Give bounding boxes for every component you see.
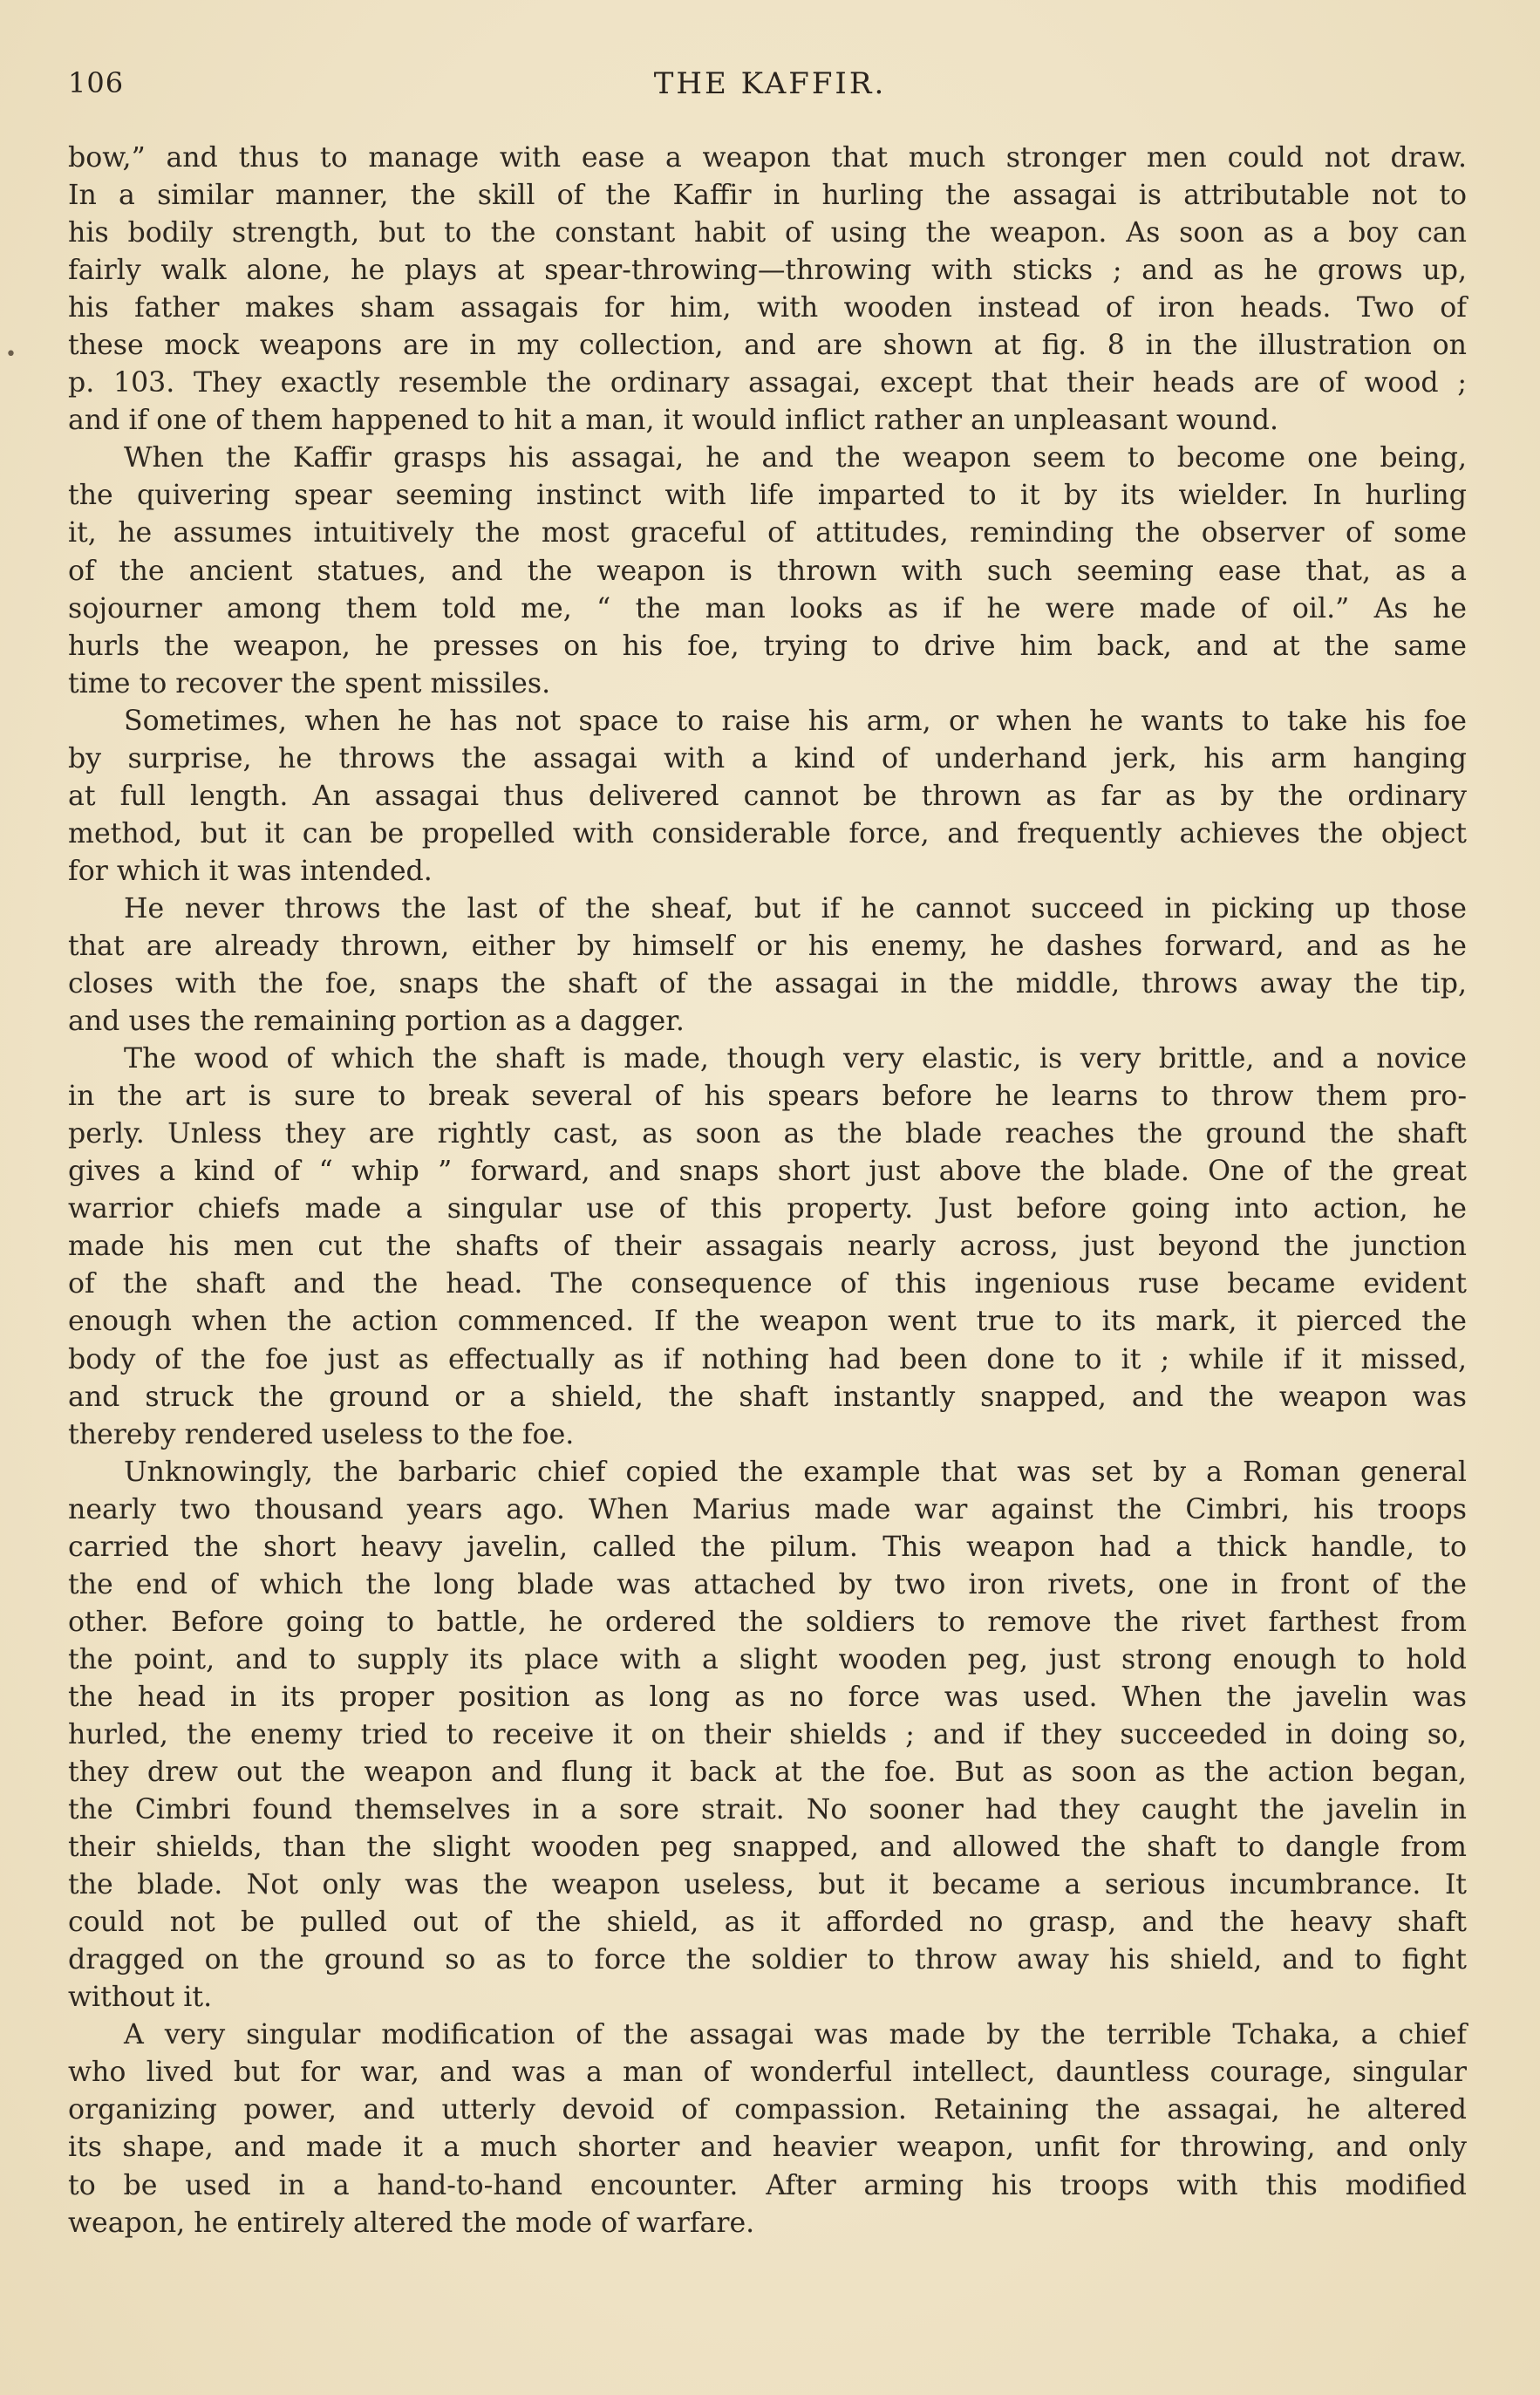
- text-line: He never throws the last of the sheaf, but if he cannot succeed in picking up those: [124, 892, 1467, 925]
- paragraph-3: [68, 703, 1467, 890]
- text-line: in the art is sure to break several of his spears before he learns to throw them pro-: [68, 1081, 1467, 1113]
- text-line: hurls the weapon, he presses on his foe, trying to drive him back, and at the same: [68, 630, 1467, 662]
- margin-mark: •: [5, 344, 17, 365]
- text-line: thereby rendered useless to the foe.: [68, 1418, 575, 1450]
- text-line: to be used in a hand-to-hand encounter. After arming his troops with this modified: [68, 2169, 1467, 2201]
- text-line: it, he assumes intuitively the most graceful of attitudes, reminding the observer of some: [68, 517, 1467, 549]
- text-line: warrior chiefs made a singular use of this property. Just before going into action, he: [68, 1193, 1467, 1225]
- text-line: Unknowingly, the barbaric chief copied the example that was set by a Roman general: [124, 1456, 1467, 1488]
- text-line: made his men cut the shafts of their assagais nearly across, just beyond the junction: [68, 1231, 1467, 1263]
- text-line: and struck the ground or a shield, the shaft instantly snapped, and the weapon was: [68, 1381, 1467, 1413]
- text-line: could not be pulled out of the shield, as it afforded no grasp, and the heavy shaft: [68, 1907, 1467, 1939]
- text-line: carried the short heavy javelin, called the pilum. This weapon had a thick handle, to: [68, 1531, 1467, 1563]
- text-line: and if one of them happened to hit a man, it would inflict rather an unpleasant wound.: [68, 405, 1279, 437]
- paragraph-4: [68, 890, 1467, 1041]
- text-line: the head in its proper position as long as no force was used. When the javelin was: [68, 1681, 1467, 1713]
- text-line: for which it was intended.: [68, 855, 433, 887]
- text-line: gives a kind of “ whip ” forward, and snaps short just above the blade. One of the great: [68, 1156, 1467, 1188]
- text-line: closes with the foe, snaps the shaft of the assagai in the middle, throws away the tip,: [68, 968, 1467, 1000]
- paragraph-6: [68, 1454, 1467, 2017]
- text-line: the point, and to supply its place with a slight wooden peg, just strong enough to hold: [68, 1643, 1467, 1675]
- paragraph-1: [68, 140, 1467, 440]
- text-line: A very singular modification of the assagai was made by the terrible Tchaka, a chief: [124, 2019, 1467, 2051]
- text-line: body of the foe just as effectually as if nothing had been done to it ; while if it missed,: [68, 1343, 1467, 1375]
- text-line: In a similar manner, the skill of the Kaffir in hurling the assagai is attributable not to: [68, 180, 1467, 212]
- paragraph-5: [68, 1041, 1467, 1454]
- text-line: fairly walk alone, he plays at spear-throwing—throwing with sticks ; and as he grows up,: [68, 255, 1467, 287]
- text-line: the end of which the long blade was attached by two iron rivets, one in front of the: [68, 1568, 1467, 1600]
- text-line: hurled, the enemy tried to receive it on their shields ; and if they succeeded in doing so,: [68, 1718, 1467, 1750]
- page-number: 106: [68, 66, 125, 99]
- text-line: at full length. An assagai thus delivered cannot be thrown as far as by the ordinary: [68, 780, 1467, 812]
- text-line: p. 103. They exactly resemble the ordinary assagai, except that their heads are of wood ;: [68, 367, 1467, 399]
- text-line: without it.: [68, 1982, 213, 2014]
- text-line: its shape, and made it a much shorter and heavier weapon, unfit for throwing, and only: [68, 2132, 1467, 2164]
- text-line: they drew out the weapon and flung it back at the foe. But as soon as the action began,: [68, 1757, 1467, 1789]
- text-line: bow,” and thus to manage with ease a weapon that much stronger men could not draw.: [68, 142, 1467, 174]
- text-line: perly. Unless they are rightly cast, as soon as the blade reaches the ground the shaft: [68, 1118, 1467, 1150]
- text-line: and uses the remaining portion as a dagger.: [68, 1006, 685, 1038]
- text-line: these mock weapons are in my collection, and are shown at fig. 8 in the illustration on: [68, 330, 1467, 362]
- text-line: dragged on the ground so as to force the soldier to throw away his shield, and to fight: [68, 1944, 1467, 1976]
- text-line: organizing power, and utterly devoid of compassion. Retaining the assagai, he altered: [68, 2094, 1467, 2126]
- text-line: other. Before going to battle, he ordered the soldiers to remove the rivet farthest from: [68, 1606, 1467, 1638]
- page-header: [68, 66, 1472, 110]
- text-line: time to recover the spent missiles.: [68, 667, 551, 699]
- text-line: who lived but for war, and was a man of wonderful intellect, dauntless courage, singular: [68, 2057, 1467, 2089]
- text-line: weapon, he entirely altered the mode of warfare.: [68, 2207, 755, 2239]
- text-line: When the Kaffir grasps his assagai, he and the weapon seem to become one being,: [124, 442, 1467, 474]
- paragraph-2: [68, 440, 1467, 702]
- paragraph-7: [68, 2016, 1467, 2241]
- text-line: the Cimbri found themselves in a sore strait. No sooner had they caught the javelin in: [68, 1794, 1467, 1826]
- text-line: that are already thrown, either by himself or his enemy, he dashes forward, and as he: [68, 930, 1467, 962]
- text-line: their shields, than the slight wooden peg snapped, and allowed the shaft to dangle from: [68, 1832, 1467, 1864]
- text-line: nearly two thousand years ago. When Marius made war against the Cimbri, his troops: [68, 1493, 1467, 1525]
- text-line: Sometimes, when he has not space to raise his arm, or when he wants to take his foe: [124, 705, 1467, 737]
- text-line: enough when the action commenced. If the weapon went true to its mark, it pierced the: [68, 1306, 1467, 1338]
- body-text: [68, 140, 1467, 2242]
- text-line: of the ancient statues, and the weapon is thrown with such seeming ease that, as a: [68, 555, 1467, 587]
- text-line: by surprise, he throws the assagai with a kind of underhand jerk, his arm hanging: [68, 742, 1467, 774]
- text-line: his father makes sham assagais for him, with wooden instead of iron heads. Two of: [68, 292, 1467, 324]
- running-title: THE KAFFIR.: [653, 66, 887, 101]
- text-line: sojourner among them told me, “ the man looks as if he were made of oil.” As he: [68, 592, 1467, 624]
- text-line: his bodily strength, but to the constant habit of using the weapon. As soon as a boy can: [68, 217, 1467, 249]
- text-line: of the shaft and the head. The consequence of this ingenious ruse became evident: [68, 1268, 1467, 1300]
- text-line: The wood of which the shaft is made, though very elastic, is very brittle, and a novice: [124, 1043, 1467, 1075]
- text-line: method, but it can be propelled with considerable force, and frequently achieves the object: [68, 817, 1467, 850]
- text-line: the quivering spear seeming instinct with life imparted to it by its wielder. In hurling: [68, 480, 1467, 512]
- text-line: the blade. Not only was the weapon useless, but it became a serious incumbrance. It: [68, 1869, 1467, 1901]
